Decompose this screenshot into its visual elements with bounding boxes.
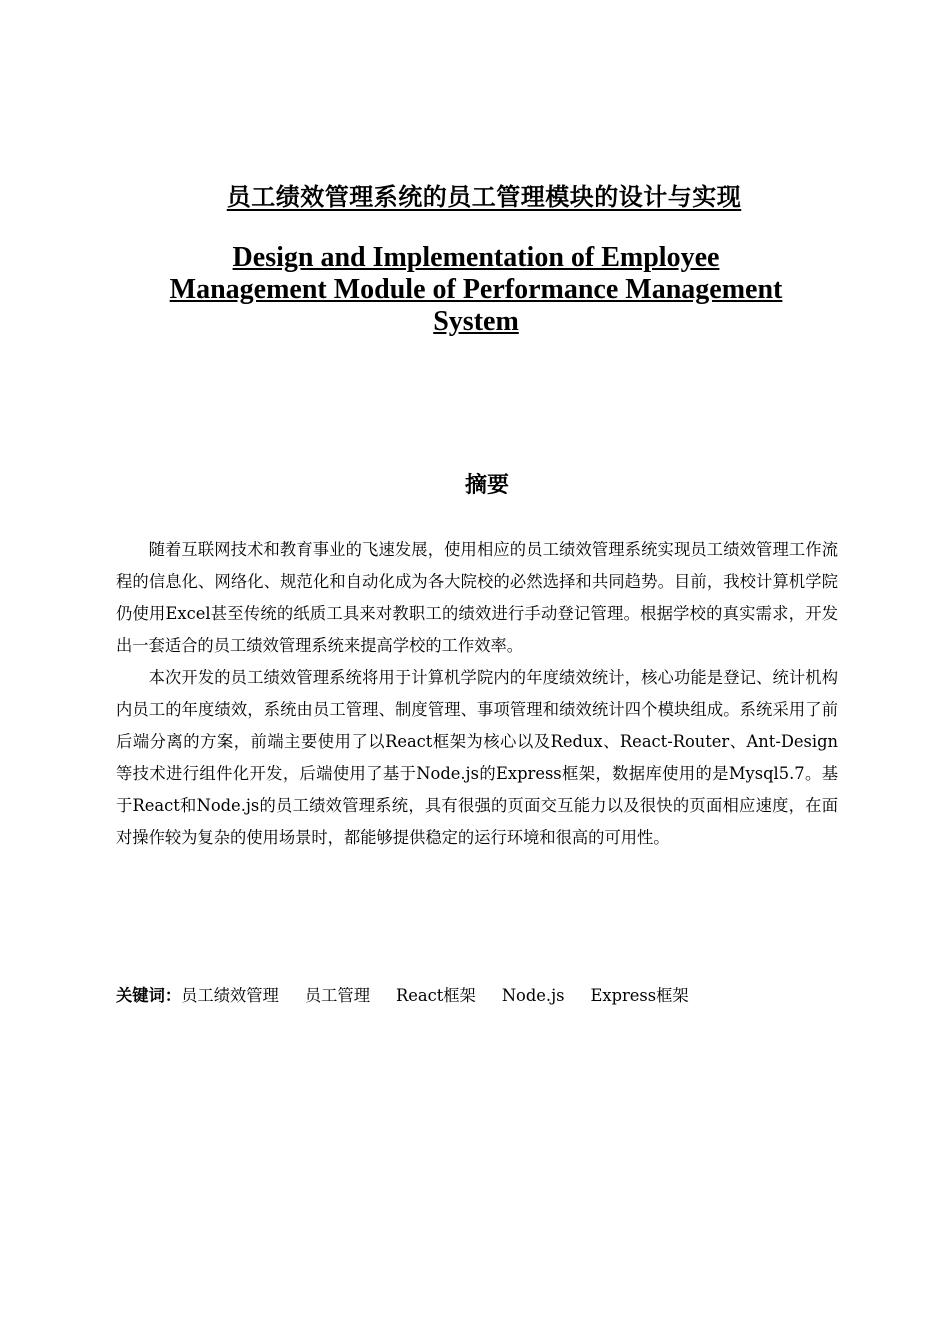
- keyword-item: 员工绩效管理: [181, 986, 279, 1005]
- english-title: [140, 242, 812, 338]
- english-title-line-2: Management Module of Performance Management: [169, 274, 783, 305]
- chinese-title: 员工绩效管理系统的员工管理模块的设计与实现: [226, 183, 742, 211]
- english-title-line-1: Design and Implementation of Employee: [232, 242, 720, 273]
- english-title-line-3: System: [433, 306, 519, 337]
- keyword-item: Express框架: [590, 986, 689, 1005]
- keyword-item: 员工管理: [304, 986, 370, 1005]
- keywords-line: [116, 980, 876, 1012]
- abstract-body: [116, 534, 838, 854]
- abstract-paragraph-1: 随着互联网技术和教育事业的飞速发展，使用相应的员工绩效管理系统实现员工绩效管理工作流程的信息化、网络化、规范化和自动化成为各大院校的必然选择和共同趋势。目前，我校计算机学院仍使用Excel甚至传统的纸质工具来对教职工的绩效进行手动登记管理。根据学校的真实需求，开发出一套适合的员工绩效管理系统来提高学校的工作效率。: [116, 540, 838, 655]
- abstract-paragraph-2: 本次开发的员工绩效管理系统将用于计算机学院内的年度绩效统计，核心功能是登记、统计机构内员工的年度绩效，系统由员工管理、制度管理、事项管理和绩效统计四个模块组成。系统采用了前后端分离的方案，前端主要使用了以React框架为核心以及Redux、React-Router、Ant-Design等技术进行组件化开发，后端使用了基于Node.js的Express框架，数据库使用的是Mysql5.7。基于React和Node.js的员工绩效管理系统，具有很强的页面交互能力以及很快的页面相应速度，在面对操作较为复杂的使用场景时，都能够提供稳定的运行环境和很高的可用性。: [116, 668, 838, 847]
- keyword-item: Node.js: [501, 986, 565, 1005]
- abstract-heading: 摘要: [464, 473, 509, 498]
- keywords-label: 关键词：: [116, 986, 182, 1005]
- keyword-item: React框架: [395, 986, 476, 1005]
